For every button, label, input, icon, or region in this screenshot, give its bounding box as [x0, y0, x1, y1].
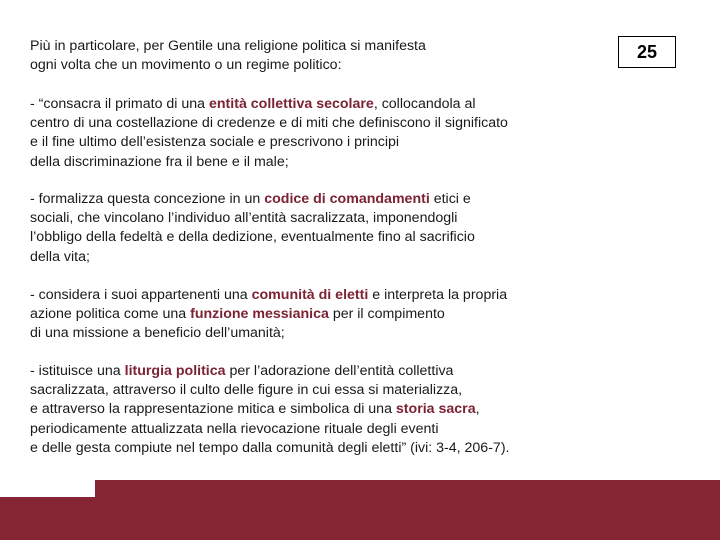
- intro-paragraph: [30, 37, 590, 75]
- point-sacred-collective-entity: [30, 95, 590, 172]
- text-line: periodicamente attualizzata nella rievocazione rituale degli eventi: [30, 420, 439, 437]
- highlight-term: storia sacra: [395, 401, 476, 418]
- text-line: centro di una costellazione di credenze e di miti che definiscono il significato: [30, 115, 508, 132]
- text-line: della vita;: [30, 248, 90, 265]
- text-line: - considera i suoi appartenenti una comunità di eletti e interpreta la propria: [30, 287, 508, 303]
- text-line: e delle gesta compiute nel tempo dalla comunità degli eletti” (ivi: 3-4, 206-7).: [30, 439, 510, 456]
- highlight-term: entità collettiva secolare: [209, 96, 374, 112]
- point-community-of-elect: [30, 286, 590, 344]
- page-number-box: [618, 36, 676, 68]
- text-line: sacralizzata, attraverso il culto delle figure in cui essa si materializza,: [30, 382, 463, 399]
- footer-band: [0, 497, 720, 540]
- text-line: della discriminazione fra il bene e il male;: [30, 153, 289, 170]
- page-number: 25: [636, 41, 658, 62]
- point-political-liturgy: [30, 362, 590, 458]
- point-code-of-commandments: [30, 190, 590, 267]
- text-line: l’obbligo della fedeltà e della dedizione, eventualmente fino al sacrificio: [30, 229, 475, 246]
- text-line: - istituisce una liturgia politica per l’adorazione dell’entità collettiva: [30, 363, 454, 379]
- text-line: e attraverso la rappresentazione mitica e simbolica di una storia sacra,: [30, 401, 480, 418]
- highlight-term: liturgia politica: [124, 363, 226, 379]
- text-line: e il fine ultimo dell’esistenza sociale e prescrivono i principi: [30, 134, 400, 151]
- text-line: - “consacra il primato di una entità collettiva secolare, collocandola al: [30, 96, 476, 112]
- highlight-term: comunità di eletti: [251, 287, 369, 303]
- highlight-term: codice di comandamenti: [264, 191, 430, 207]
- text-line: - formalizza questa concezione in un codice di comandamenti etici e: [30, 191, 471, 207]
- intro-line: ogni volta che un movimento o un regime politico:: [30, 57, 342, 74]
- text-line: azione politica come una funzione messianica per il compimento: [30, 306, 445, 323]
- intro-line: Più in particolare, per Gentile una religione politica si manifesta: [30, 38, 426, 54]
- footer-band-step: [95, 480, 720, 498]
- text-line: sociali, che vincolano l’individuo all’entità sacralizzata, imponendogli: [30, 210, 458, 227]
- text-line: di una missione a beneficio dell’umanità;: [30, 325, 285, 342]
- highlight-term: funzione messianica: [190, 306, 329, 323]
